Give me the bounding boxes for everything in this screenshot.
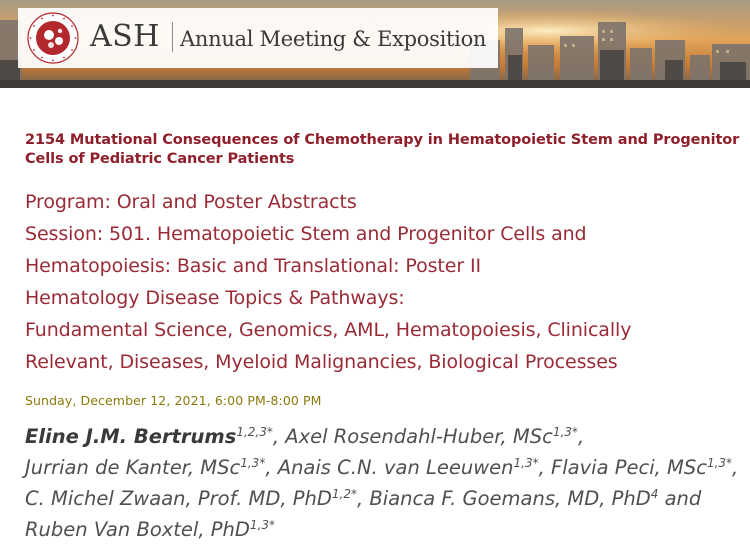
- author-separator: ,: [732, 456, 739, 479]
- author-affiliation: 1,2,3*: [236, 425, 273, 439]
- author-name: Eline J.M. Bertrums: [25, 425, 237, 448]
- author-separator: ,: [265, 456, 278, 479]
- author-list: [25, 421, 740, 545]
- author-separator: and: [658, 487, 702, 510]
- author-item[interactable]: [25, 456, 265, 479]
- author-separator: ,: [357, 487, 370, 510]
- ash-logo-panel[interactable]: [18, 8, 498, 68]
- author-item[interactable]: [369, 487, 658, 510]
- author-separator: ,: [272, 425, 286, 448]
- author-affiliation: 4: [650, 487, 659, 501]
- author-name: Ruben Van Boxtel, PhD: [25, 518, 250, 541]
- author-item[interactable]: [25, 425, 273, 448]
- topics-line-1: Fundamental Science, Genomics, AML, Hematopoiesis, Clinically: [25, 319, 632, 341]
- author-item[interactable]: [285, 425, 578, 448]
- author-item[interactable]: [551, 456, 732, 479]
- author-affiliation: 1,3*: [552, 425, 578, 439]
- topics-line-2: Relevant, Diseases, Myeloid Malignancies, Biological Processes: [25, 351, 618, 373]
- session-line-2: Hematopoiesis: Basic and Translational: Poster II: [25, 255, 481, 277]
- logo-subtitle: Annual Meeting & Exposition: [180, 27, 487, 51]
- author-affiliation: 1,3*: [240, 456, 266, 470]
- topics-label: Hematology Disease Topics & Pathways:: [25, 287, 405, 309]
- session-line-1: Session: 501. Hematopoietic Stem and Progenitor Cells and: [25, 223, 587, 245]
- author-item[interactable]: [278, 456, 539, 479]
- author-name: Anais C.N. van Leeuwen: [277, 456, 514, 479]
- author-separator: ,: [577, 425, 585, 448]
- author-affiliation: 1,3*: [513, 456, 539, 470]
- author-name: Bianca F. Goemans, MD, PhD: [369, 487, 651, 510]
- ash-seal-icon: [26, 11, 80, 65]
- header-banner: [0, 0, 750, 88]
- author-name: Axel Rosendahl-Huber, MSc: [285, 425, 553, 448]
- program-line: Program: Oral and Poster Abstracts: [25, 191, 357, 213]
- abstract-meta: [25, 186, 745, 378]
- author-affiliation: 1,3*: [249, 518, 275, 532]
- logo-divider: [172, 22, 173, 52]
- logo-text: ASH: [90, 19, 160, 54]
- author-name: Jurrian de Kanter, MSc: [25, 456, 241, 479]
- author-separator: ,: [538, 456, 552, 479]
- session-date: Sunday, December 12, 2021, 6:00 PM-8:00 PM: [25, 393, 322, 408]
- author-item[interactable]: [25, 487, 357, 510]
- author-affiliation: 1,3*: [706, 456, 733, 470]
- abstract-title: 2154 Mutational Consequences of Chemotherapy in Hematopoietic Stem and Progenitor Cells of Pediatric Cancer Patients: [25, 132, 740, 167]
- author-affiliation: 1,2*: [331, 487, 357, 501]
- author-name: Flavia Peci, MSc: [551, 456, 707, 479]
- author-item[interactable]: [25, 518, 275, 541]
- author-name: C. Michel Zwaan, Prof. MD, PhD: [25, 487, 332, 510]
